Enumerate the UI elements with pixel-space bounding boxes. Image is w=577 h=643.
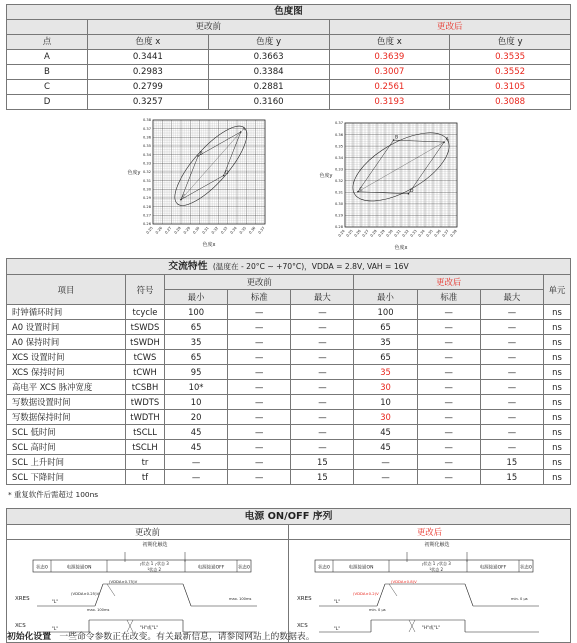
x-tick-label: 0.29	[182, 226, 192, 235]
x-tick-label: 0.33	[409, 229, 418, 238]
cell-unit: ns	[544, 380, 571, 395]
timing-left: max. 100ms	[87, 607, 110, 612]
point-label: C	[359, 187, 363, 193]
cell-atyp: —	[417, 350, 480, 365]
y-tick-label: 0.32	[142, 170, 151, 175]
x-tick-label: 0.30	[192, 226, 201, 235]
cell-amax: —	[480, 440, 543, 455]
col-point: 点	[7, 35, 88, 50]
power-sequence-before	[7, 540, 287, 638]
timing-right: max. 100ms	[229, 597, 252, 601]
state0: 状态0	[318, 565, 330, 571]
power-on: 电源接通ON	[348, 565, 374, 571]
xres-label: XRES	[297, 596, 312, 602]
cell-unit: ns	[544, 395, 571, 410]
y-axis-label: 色度y	[127, 170, 141, 176]
cell-atyp: —	[417, 305, 480, 320]
ac-table	[6, 258, 571, 485]
cell-amax: —	[480, 380, 543, 395]
y-tick-label: 0.32	[334, 178, 343, 183]
cell-bmin: 65	[165, 320, 228, 335]
cell-bmax: —	[291, 305, 354, 320]
cell-amax: 15	[480, 470, 543, 485]
col-typ-a: 标准	[417, 290, 480, 305]
cell-atyp: —	[417, 470, 480, 485]
cell-amax: —	[480, 425, 543, 440]
ac-row	[7, 395, 571, 410]
cell-unit: ns	[544, 320, 571, 335]
y-tick-label: 0.35	[334, 144, 343, 149]
cell-bmax: —	[291, 365, 354, 380]
x-tick-label: 0.37	[441, 229, 450, 238]
blank-cell	[7, 20, 88, 35]
cell-item: 写数据设置时间	[7, 395, 126, 410]
cell-amin: 35	[354, 365, 417, 380]
ac-row	[7, 335, 571, 350]
chromaticity-row	[7, 95, 571, 110]
cell-item: 高电平 XCS 脉冲宽度	[7, 380, 126, 395]
cell-amin: 35	[354, 335, 417, 350]
col-x-after: 色度 x	[329, 35, 450, 50]
power-on: 电源接通ON	[66, 565, 92, 571]
cell-unit: ns	[544, 455, 571, 470]
xres-low: "L"	[333, 600, 341, 605]
cell-sym: tf	[126, 470, 165, 485]
point-label: A	[445, 137, 449, 143]
x-tick-label: 0.27	[164, 226, 173, 235]
x-tick-label: 0.28	[173, 226, 182, 235]
col-min-b: 最小	[165, 290, 228, 305]
cell-bmin: 45	[165, 425, 228, 440]
cell-item: A0 保持时间	[7, 335, 126, 350]
ac-before: 更改前	[165, 275, 354, 290]
y-tick-label: 0.34	[142, 152, 151, 157]
cell-atyp: —	[417, 365, 480, 380]
x-tick-label: 0.25	[345, 229, 354, 238]
state2: └状态 2	[428, 567, 444, 572]
cell-ax: 0.3193	[329, 95, 450, 110]
x-tick-label: 0.31	[393, 229, 402, 238]
cell-bmin: 45	[165, 440, 228, 455]
cell-btyp: —	[228, 455, 291, 470]
x-tick-label: 0.26	[154, 226, 164, 235]
cell-btyp: —	[228, 440, 291, 455]
ac-row	[7, 455, 571, 470]
cell-amax: —	[480, 305, 543, 320]
cell-btyp: —	[228, 380, 291, 395]
cell-ax: 0.3639	[329, 50, 450, 65]
cell-sym: tCWH	[126, 365, 165, 380]
point-label: D	[225, 170, 229, 176]
y-tick-label: 0.26	[142, 222, 151, 227]
cell-point: A	[7, 50, 88, 65]
cell-atyp: —	[417, 410, 480, 425]
cell-btyp: —	[228, 350, 291, 365]
power-title: 电源 ON/OFF 序列	[7, 509, 571, 525]
x-tick-label: 0.36	[248, 226, 257, 235]
cell-unit: ns	[544, 440, 571, 455]
y-tick-label: 0.33	[142, 161, 151, 166]
y-tick-label: 0.37	[334, 121, 343, 126]
y-tick-label: 0.30	[142, 187, 151, 192]
cell-point: B	[7, 65, 88, 80]
x-tick-label: 0.32	[210, 226, 220, 235]
cell-amin: —	[354, 455, 417, 470]
footnote: * 重复软件后需超过 100ns	[8, 490, 99, 499]
cell-amax: —	[480, 320, 543, 335]
xres-label: XRES	[15, 596, 30, 602]
y-tick-label: 0.33	[334, 167, 343, 172]
chromaticity-row	[7, 65, 571, 80]
y-tick-label: 0.35	[142, 144, 151, 149]
point-label: C	[182, 195, 186, 201]
cell-by: 0.3160	[208, 95, 329, 110]
cell-item: SCL 低时间	[7, 425, 126, 440]
cell-btyp: —	[228, 425, 291, 440]
cell-btyp: —	[228, 305, 291, 320]
cell-sym: tSCLH	[126, 440, 165, 455]
cell-bmin: 65	[165, 350, 228, 365]
xcs-label: XCS	[15, 623, 26, 629]
y-tick-label: 0.30	[334, 202, 343, 207]
x-tick-label: 0.35	[238, 226, 248, 235]
cell-amax: —	[480, 395, 543, 410]
power-before: 更改前	[7, 525, 289, 540]
ac-row	[7, 305, 571, 320]
cell-bx: 0.3257	[88, 95, 209, 110]
cell-bmax: —	[291, 410, 354, 425]
cell-sym: tCSBH	[126, 380, 165, 395]
before-header: 更改前	[88, 20, 330, 35]
y-tick-label: 0.34	[334, 155, 343, 160]
power-table	[6, 508, 571, 643]
cell-btyp: —	[228, 395, 291, 410]
xres-low: "L"	[51, 600, 59, 605]
chromaticity-row	[7, 80, 571, 95]
cell-ay: 0.3088	[450, 95, 571, 110]
chromaticity-chart-before	[127, 110, 278, 252]
cell-sym: tSWDH	[126, 335, 165, 350]
col-x-before: 色度 x	[88, 35, 209, 50]
cell-amax: —	[480, 365, 543, 380]
ac-row	[7, 425, 571, 440]
state1-3: ┌状态 1 ┌状态 3	[139, 561, 169, 566]
x-tick-label: 0.24	[337, 229, 346, 238]
after-header: 更改后	[329, 20, 571, 35]
x-tick-label: 0.26	[353, 229, 362, 238]
cell-bmin: 35	[165, 335, 228, 350]
vdda-mid: (VDDA×0.75)V	[109, 579, 138, 584]
ac-row	[7, 320, 571, 335]
cell-amax: 15	[480, 455, 543, 470]
cell-unit: ns	[544, 305, 571, 320]
cell-amin: 45	[354, 425, 417, 440]
cell-atyp: —	[417, 455, 480, 470]
cell-sym: tSWDS	[126, 320, 165, 335]
ac-after: 更改后	[354, 275, 544, 290]
cell-item: 写数据保持时间	[7, 410, 126, 425]
init-setting-label: 初期化触迭	[424, 542, 450, 548]
x-tick-label: 0.34	[229, 226, 238, 235]
col-max-b: 最大	[291, 290, 354, 305]
xcs-low: "L"	[51, 627, 59, 632]
x-tick-label: 0.37	[257, 226, 266, 235]
ac-row	[7, 410, 571, 425]
cell-item: SCL 高时间	[7, 440, 126, 455]
cell-amin: —	[354, 470, 417, 485]
cell-amin: 10	[354, 395, 417, 410]
point-label: A	[242, 127, 246, 133]
y-tick-label: 0.28	[334, 225, 343, 230]
x-tick-label: 0.25	[145, 226, 154, 235]
cell-bmax: —	[291, 350, 354, 365]
cell-atyp: —	[417, 440, 480, 455]
point-label: B	[395, 135, 399, 141]
cell-bmin: 95	[165, 365, 228, 380]
col-item: 项目	[7, 275, 126, 305]
vdda-left: (VDDA×0.25)V	[71, 591, 100, 596]
cell-bmin: 10*	[165, 380, 228, 395]
ac-row	[7, 350, 571, 365]
col-min-a: 最小	[354, 290, 417, 305]
cell-amax: —	[480, 350, 543, 365]
cell-unit: ns	[544, 350, 571, 365]
y-tick-label: 0.31	[142, 178, 151, 183]
x-tick-label: 0.31	[201, 226, 210, 235]
cell-bmin: 100	[165, 305, 228, 320]
cell-amin: 45	[354, 440, 417, 455]
cell-amax: —	[480, 335, 543, 350]
x-tick-label: 0.35	[425, 229, 434, 238]
state0-end: 状态0	[520, 565, 532, 571]
cell-bx: 0.2983	[88, 65, 209, 80]
ac-title: 交流特性	[168, 261, 208, 272]
state1-3: ┌状态 1 ┌状态 3	[421, 561, 451, 566]
cell-bmax: —	[291, 395, 354, 410]
cell-amin: 65	[354, 320, 417, 335]
chromaticity-row	[7, 50, 571, 65]
cell-ay: 0.3105	[450, 80, 571, 95]
init-setting-label: 初期化触迭	[142, 542, 168, 548]
cell-bmin: —	[165, 455, 228, 470]
state2: └状态 2	[146, 567, 162, 572]
init-setting-label: 初始化设置	[7, 632, 51, 642]
ac-row	[7, 365, 571, 380]
cell-unit: ns	[544, 410, 571, 425]
cell-sym: tCWS	[126, 350, 165, 365]
cell-item: SCL 下降时间	[7, 470, 126, 485]
cell-btyp: —	[228, 365, 291, 380]
vdda-left: (VDDA×0.2)V	[353, 591, 379, 596]
power-off: 电源接通OFF	[479, 565, 507, 571]
point-label: D	[409, 189, 414, 195]
init-setting-text: 一些命令参数正在改变。有关最新信息，请参阅网站上的数据表。	[59, 632, 315, 642]
cell-bmax: —	[291, 335, 354, 350]
cell-bmax: 15	[291, 455, 354, 470]
y-tick-label: 0.29	[142, 196, 151, 201]
cell-unit: ns	[544, 335, 571, 350]
cell-btyp: —	[228, 335, 291, 350]
cell-bx: 0.3441	[88, 50, 209, 65]
cell-item: XCS 设置时间	[7, 350, 126, 365]
cell-btyp: —	[228, 410, 291, 425]
x-tick-label: 0.36	[433, 229, 442, 238]
point-label: B	[199, 151, 203, 157]
cell-amin: 100	[354, 305, 417, 320]
cell-item: XCS 保持时间	[7, 365, 126, 380]
timing-right: min. 0 μs	[511, 597, 528, 601]
col-unit: 单元	[544, 275, 571, 305]
cell-amin: 30	[354, 410, 417, 425]
cell-bmin: 10	[165, 395, 228, 410]
cell-ax: 0.2561	[329, 80, 450, 95]
cell-sym: tWDTS	[126, 395, 165, 410]
cell-btyp: —	[228, 320, 291, 335]
vdda-mid: (VDDA×0.8)V	[391, 579, 417, 584]
cell-amin: 65	[354, 350, 417, 365]
x-tick-label: 0.27	[361, 229, 370, 238]
col-y-after: 色度 y	[450, 35, 571, 50]
xcs-label: XCS	[297, 623, 308, 629]
cell-atyp: —	[417, 320, 480, 335]
chromaticity-table	[6, 4, 571, 110]
x-axis-label: 色度x	[394, 245, 408, 251]
col-typ-b: 标准	[228, 290, 291, 305]
y-axis-label: 色度y	[319, 173, 333, 179]
x-axis-label: 色度x	[202, 242, 216, 248]
cell-sym: tcycle	[126, 305, 165, 320]
cell-bmin: 20	[165, 410, 228, 425]
y-tick-label: 0.31	[334, 190, 343, 195]
cell-unit: ns	[544, 365, 571, 380]
cell-atyp: —	[417, 335, 480, 350]
ac-row	[7, 470, 571, 485]
xcs-low: "L"	[333, 627, 341, 632]
waveform-line	[183, 584, 191, 606]
y-tick-label: 0.28	[142, 204, 151, 209]
cell-item: 时钟循环时间	[7, 305, 126, 320]
cell-by: 0.3663	[208, 50, 329, 65]
cell-ay: 0.3535	[450, 50, 571, 65]
cell-sym: tr	[126, 455, 165, 470]
cell-item: SCL 上升时间	[7, 455, 126, 470]
cell-bmax: 15	[291, 470, 354, 485]
x-tick-label: 0.38	[449, 229, 458, 238]
cell-unit: ns	[544, 470, 571, 485]
y-tick-label: 0.29	[334, 213, 343, 218]
y-tick-label: 0.27	[142, 213, 151, 218]
y-tick-label: 0.36	[334, 132, 343, 137]
waveform-line	[389, 584, 397, 596]
x-tick-label: 0.34	[417, 229, 426, 238]
cell-atyp: —	[417, 395, 480, 410]
cell-ax: 0.3007	[329, 65, 450, 80]
cell-by: 0.2881	[208, 80, 329, 95]
chromaticity-chart-after	[319, 113, 470, 255]
xcs-h-or-l: "H"或"L"	[139, 626, 159, 631]
cell-amin: 30	[354, 380, 417, 395]
xcs-h-or-l: "H"或"L"	[421, 626, 441, 631]
cell-bmax: —	[291, 425, 354, 440]
chromaticity-title: 色度图	[7, 5, 571, 20]
col-y-before: 色度 y	[208, 35, 329, 50]
cell-bmax: —	[291, 440, 354, 455]
ac-condition: (温度在 - 20°C ~ +70°C)，VDDA = 2.8V, VAH = 16V	[212, 262, 409, 271]
cell-atyp: —	[417, 380, 480, 395]
cell-point: C	[7, 80, 88, 95]
col-max-a: 最大	[480, 290, 543, 305]
state0: 状态0	[36, 565, 48, 571]
cell-by: 0.3384	[208, 65, 329, 80]
cell-bmin: —	[165, 470, 228, 485]
cell-point: D	[7, 95, 88, 110]
x-tick-label: 0.28	[369, 229, 378, 238]
timing-left: min. 0 μs	[369, 607, 386, 612]
x-tick-label: 0.29	[377, 229, 386, 238]
waveform-line	[107, 584, 115, 596]
power-sequence-after	[289, 540, 569, 638]
ac-row	[7, 380, 571, 395]
cell-sym: tWDTH	[126, 410, 165, 425]
ac-row	[7, 440, 571, 455]
cell-atyp: —	[417, 425, 480, 440]
cell-btyp: —	[228, 470, 291, 485]
cell-unit: ns	[544, 425, 571, 440]
cell-bx: 0.2799	[88, 80, 209, 95]
col-symbol: 符号	[126, 275, 165, 305]
cell-ay: 0.3552	[450, 65, 571, 80]
y-tick-label: 0.36	[142, 135, 151, 140]
power-off: 电源接通OFF	[197, 565, 225, 571]
state0-end: 状态0	[238, 565, 250, 571]
cell-item: A0 设置时间	[7, 320, 126, 335]
y-tick-label: 0.38	[142, 118, 151, 123]
cell-amax: —	[480, 410, 543, 425]
x-tick-label: 0.30	[385, 229, 394, 238]
power-after: 更改后	[289, 525, 571, 540]
y-tick-label: 0.37	[142, 126, 151, 131]
x-tick-label: 0.33	[220, 226, 229, 235]
x-tick-label: 0.32	[401, 229, 410, 238]
cell-sym: tSCLL	[126, 425, 165, 440]
waveform-line	[465, 584, 473, 606]
cell-bmax: —	[291, 380, 354, 395]
cell-bmax: —	[291, 320, 354, 335]
